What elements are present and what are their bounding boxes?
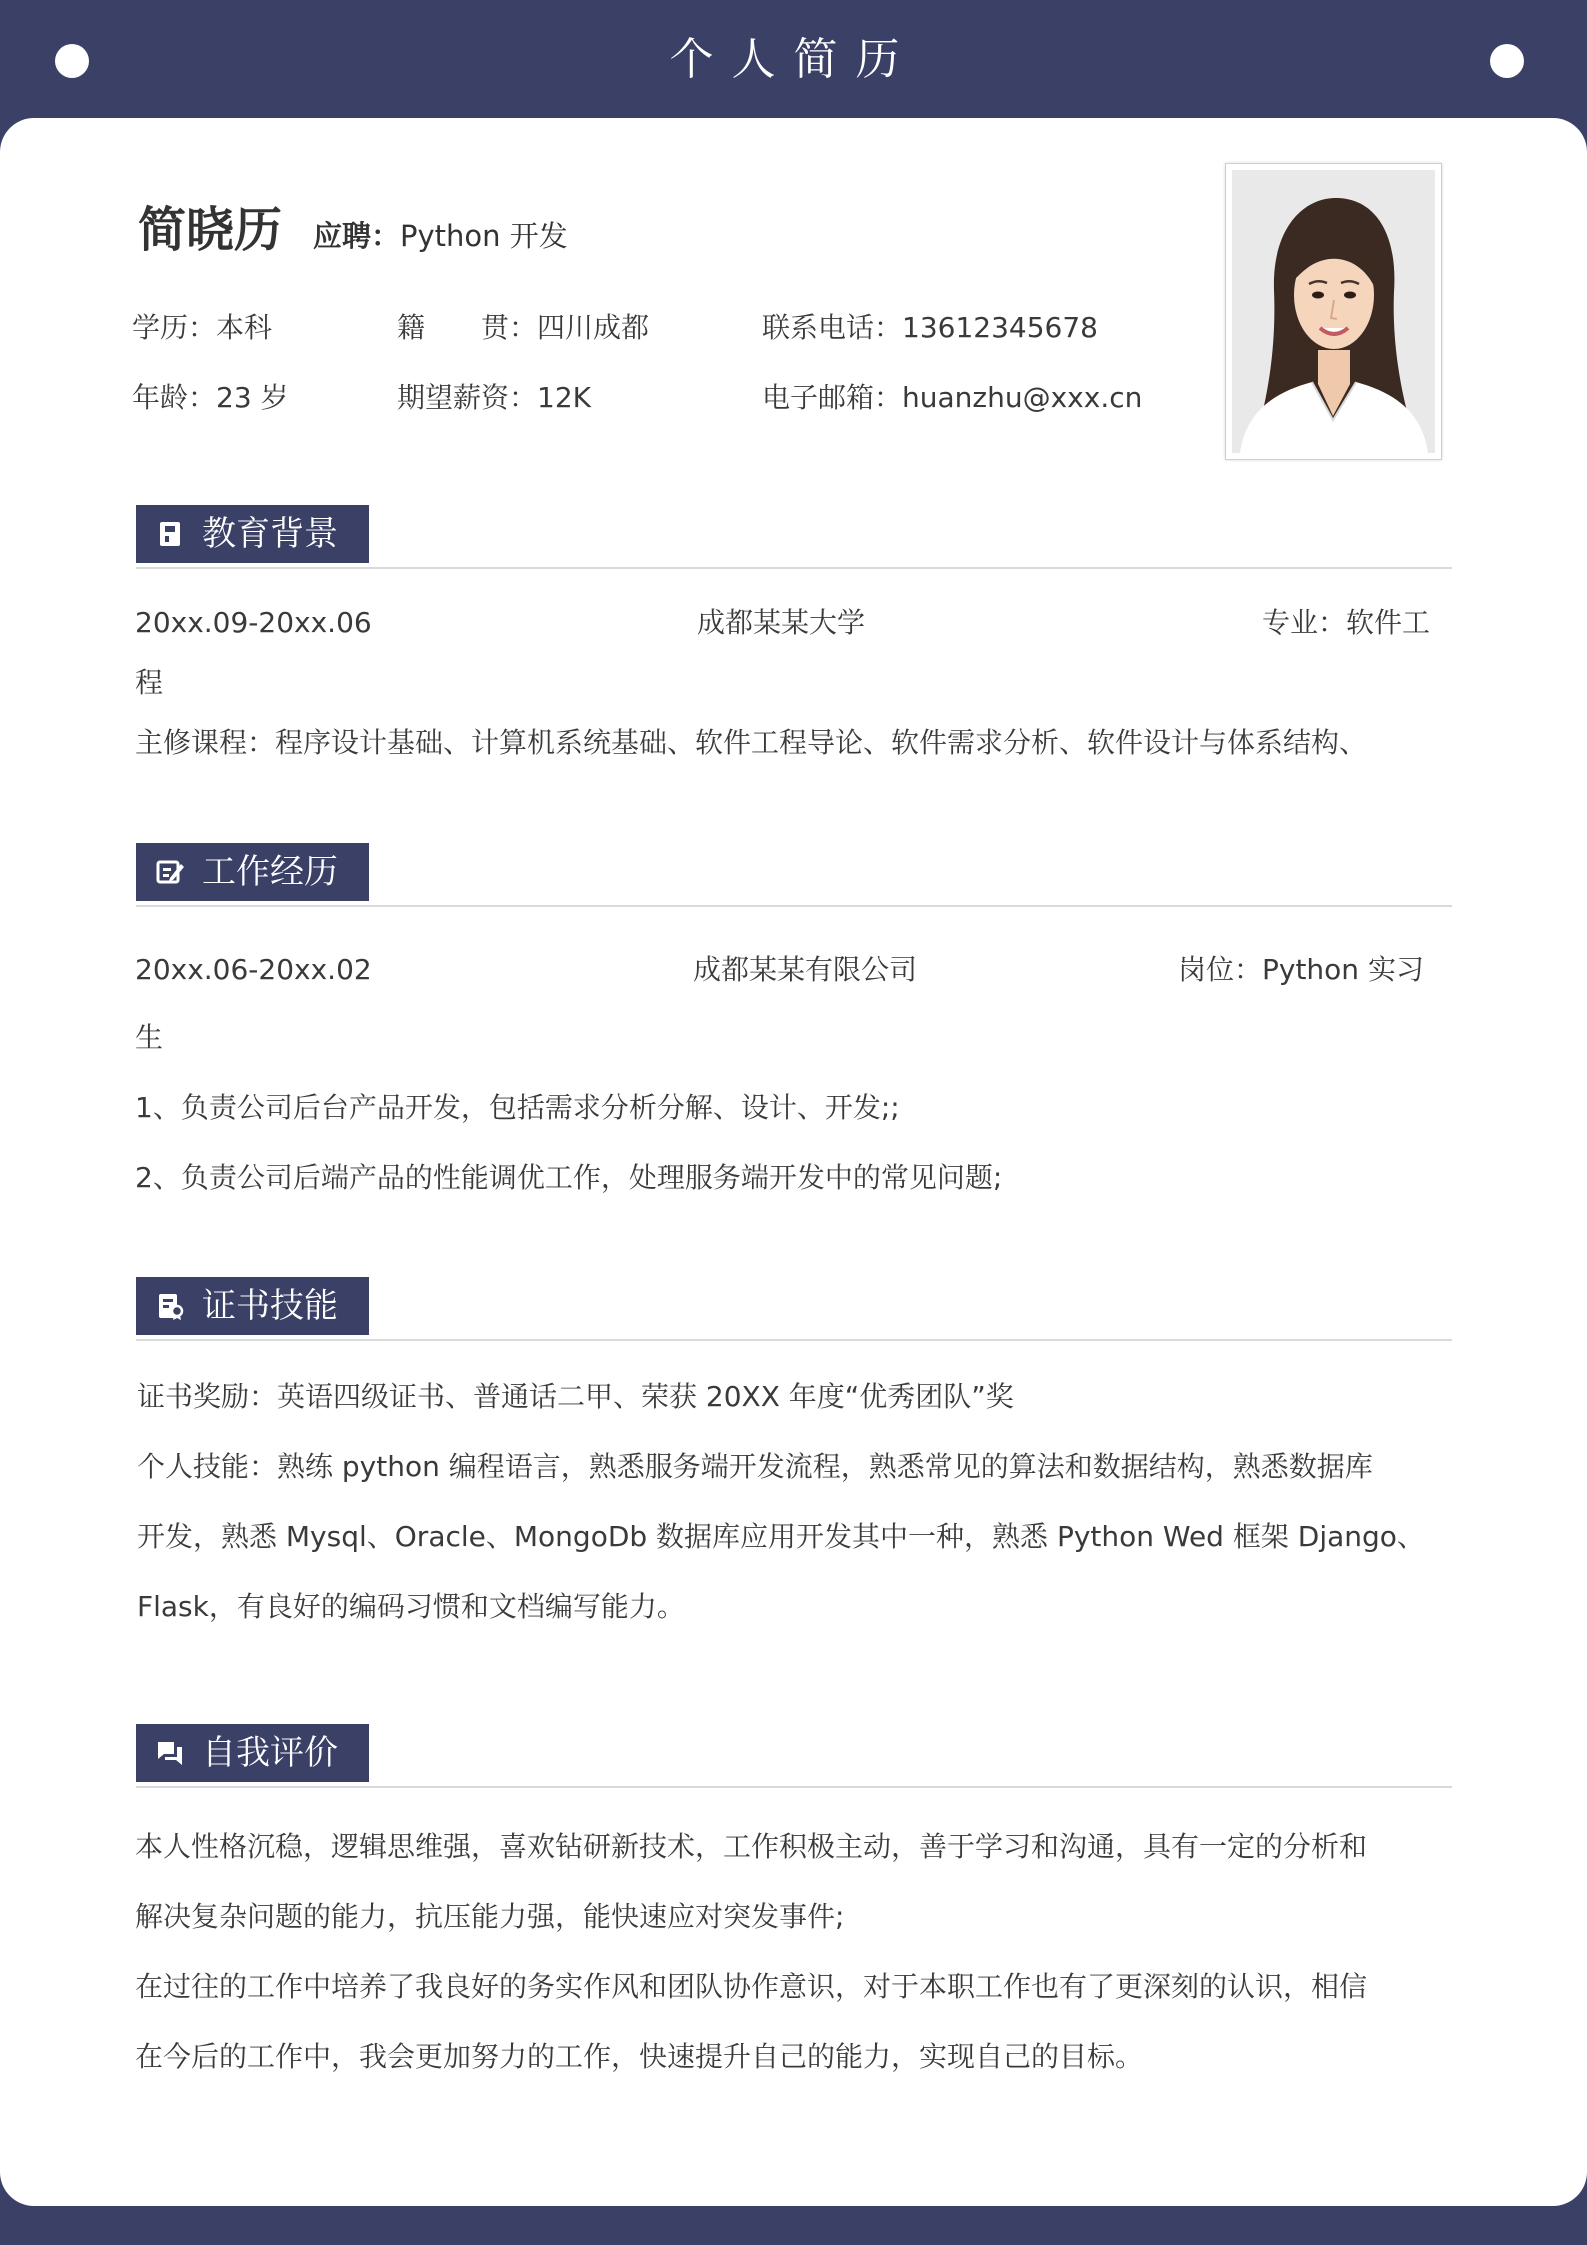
work-position: 岗位：Python 实习 xyxy=(1178,953,1424,986)
personal-skills-line-3: Flask，有良好的编码习惯和文档编写能力。 xyxy=(137,1590,685,1623)
phone xyxy=(762,308,1098,348)
divider-work xyxy=(136,905,1452,907)
footer-bar xyxy=(0,2206,1587,2245)
section-header-work xyxy=(136,843,369,901)
apply-position xyxy=(313,216,568,256)
education-courses: 主修课程：程序设计基础、计算机系统基础、软件工程导论、软件需求分析、软件设计与体系结构、 xyxy=(135,726,1368,759)
self-eval-line-1: 本人性格沉稳，逻辑思维强，喜欢钻研新技术，工作积极主动，善于学习和沟通，具有一定的分析和 xyxy=(135,1830,1368,1863)
origin-value: 四川成都 xyxy=(537,311,650,344)
divider-skills xyxy=(136,1339,1452,1341)
work-duty-1: 1、负责公司后台产品开发，包括需求分析分解、设计、开发;; xyxy=(135,1091,900,1124)
email-value: huanzhu@xxx.cn xyxy=(902,381,1143,414)
origin xyxy=(397,308,649,348)
education-level-value: 本科 xyxy=(216,311,273,344)
section-header-education xyxy=(136,505,369,563)
email-label: 电子邮箱： xyxy=(762,381,903,414)
section-title-education: 教育背景 xyxy=(202,514,338,554)
apply-value: Python 开发 xyxy=(400,219,568,253)
self-eval-line-3: 在过往的工作中培养了我良好的务实作风和团队协作意识，对于本职工作也有了更深刻的认识，相信 xyxy=(135,1970,1368,2003)
section-title-work: 工作经历 xyxy=(202,852,338,892)
book-icon xyxy=(156,520,184,548)
profile-photo xyxy=(1225,163,1442,460)
age xyxy=(132,378,289,418)
age-value: 23 岁 xyxy=(216,381,289,414)
salary-value: 12K xyxy=(537,381,592,414)
certificates: 证书奖励：英语四级证书、普通话二甲、荣获 20XX 年度“优秀团队”奖 xyxy=(137,1380,1014,1413)
self-eval-line-4: 在今后的工作中，我会更加努力的工作，快速提升自己的能力，实现自己的目标。 xyxy=(135,2040,1144,2073)
document-title: 个人简历 xyxy=(669,34,918,85)
education-school: 成都某某大学 xyxy=(697,606,866,639)
phone-value: 13612345678 xyxy=(902,311,1098,344)
age-label: 年龄： xyxy=(132,381,217,414)
chat-icon xyxy=(156,1739,184,1767)
education-major-wrap: 程 xyxy=(135,666,164,699)
email xyxy=(762,378,1142,418)
education-level xyxy=(132,308,272,348)
work-position-wrap: 生 xyxy=(135,1021,164,1054)
work-company: 成都某某有限公司 xyxy=(693,953,918,986)
header-bar xyxy=(0,0,1587,122)
divider-self-eval xyxy=(136,1786,1452,1788)
phone-label: 联系电话： xyxy=(762,311,903,344)
education-level-label: 学历： xyxy=(132,311,217,344)
section-title-self-eval: 自我评价 xyxy=(202,1733,338,1773)
apply-label: 应聘： xyxy=(313,219,401,253)
section-header-self-eval xyxy=(136,1724,369,1782)
education-major: 专业：软件工 xyxy=(1262,606,1431,639)
certificate-icon xyxy=(156,1292,184,1320)
divider-education xyxy=(136,567,1452,569)
section-title-skills: 证书技能 xyxy=(202,1286,338,1326)
education-period: 20xx.09-20xx.06 xyxy=(135,606,372,639)
work-period: 20xx.06-20xx.02 xyxy=(135,953,372,986)
salary-label: 期望薪资： xyxy=(397,381,538,414)
candidate-name: 简晓历 xyxy=(138,202,283,258)
portrait-image xyxy=(1232,170,1435,453)
origin-label: 籍 贯： xyxy=(397,311,538,344)
edit-icon xyxy=(156,858,184,886)
work-duty-2: 2、负责公司后端产品的性能调优工作，处理服务端开发中的常见问题; xyxy=(135,1161,1003,1194)
expected-salary xyxy=(397,378,591,418)
self-eval-line-2: 解决复杂问题的能力，抗压能力强，能快速应对突发事件; xyxy=(135,1900,845,1933)
section-header-skills xyxy=(136,1277,369,1335)
personal-skills-line-2: 开发，熟悉 Mysql、Oracle、MongoDb 数据库应用开发其中一种，熟悉 Python Wed 框架 Django、 xyxy=(137,1520,1425,1553)
personal-skills: 个人技能：熟练 python 编程语言，熟悉服务端开发流程，熟悉常见的算法和数据结构，熟悉数据库 xyxy=(137,1450,1373,1483)
